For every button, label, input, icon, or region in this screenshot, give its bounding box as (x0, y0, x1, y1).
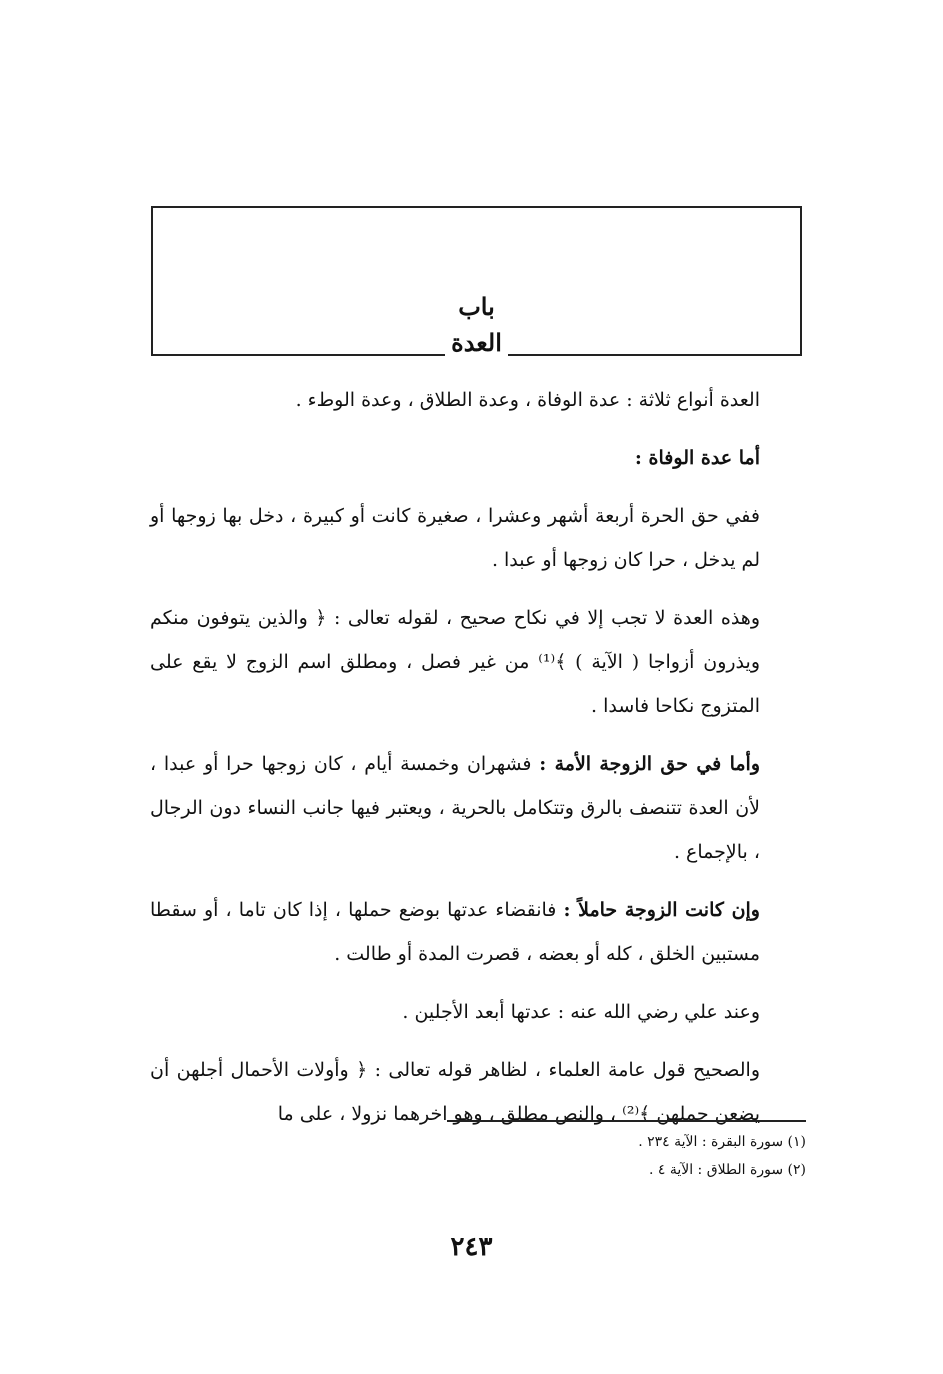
paragraph (150, 596, 760, 728)
page-number: ٢٤٣ (450, 1232, 493, 1262)
paragraph-text: والصحيح قول عامة العلماء ، لظاهر قوله تعالى : ﴿ وأولات الأحمال أجلهن أن يضعن حملهن ﴾⁽²⁾ ، والنص مطلق ، وهو اخرهما نزولا ، على ما (150, 1059, 760, 1125)
paragraph-text: فانقضاء عدتها بوضع حملها ، إذا كان تاما ، أو سقطا مستبين الخلق ، كله أو بعضه ، قصرت المدة أو طالت . (150, 899, 760, 965)
chapter-title-wrap (153, 326, 800, 360)
paragraph (150, 888, 760, 976)
chapter-label: باب (458, 292, 495, 321)
section-heading: أما عدة الوفاة : (634, 447, 760, 469)
footnotes (447, 1128, 806, 1184)
footnote-divider (447, 1120, 806, 1122)
paragraph-lead: وأما في حق الزوجة الأمة : (539, 753, 761, 775)
paragraph (150, 436, 760, 480)
chapter-title: العدة (445, 326, 508, 360)
paragraph (150, 990, 760, 1034)
paragraph-text: العدة أنواع ثلاثة : عدة الوفاة ، وعدة الطلاق ، وعدة الوطء . (295, 389, 760, 411)
paragraph (150, 1048, 760, 1136)
footnote-item: (١) سورة البقرة : الآية ٢٣٤ . (638, 1134, 806, 1150)
paragraph (150, 494, 760, 582)
paragraph (150, 378, 760, 422)
paragraph-lead: وإن كانت الزوجة حاملاً : (563, 899, 760, 921)
paragraph-text: وعند علي رضي الله عنه : عدتها أبعد الأجلين . (402, 1001, 760, 1023)
footnote-item: (٢) سورة الطلاق : الآية ٤ . (648, 1162, 806, 1178)
paragraph-text: فشهران وخمسة أيام ، كان زوجها حرا أو عبدا ، لأن العدة تتنصف بالرق وتتكامل بالحرية ، ويعتبر فيها جانب النساء دون الرجال ، بالإجماع . (150, 753, 760, 863)
chapter-header-box (151, 206, 802, 356)
body-text (150, 378, 760, 1150)
paragraph (150, 742, 760, 874)
paragraph-text: ففي حق الحرة أربعة أشهر وعشرا ، صغيرة كانت أو كبيرة ، دخل بها زوجها أو لم يدخل ، حرا كان زوجها أو عبدا . (150, 505, 760, 571)
paragraph-text: وهذه العدة لا تجب إلا في نكاح صحيح ، لقوله تعالى : ﴿ والذين يتوفون منكم ويذرون أزواجا ( الآية ) ﴾⁽¹⁾ من غير فصل ، ومطلق اسم الزوج لا يقع على المتزوج نكاحا فاسدا . (150, 607, 760, 717)
